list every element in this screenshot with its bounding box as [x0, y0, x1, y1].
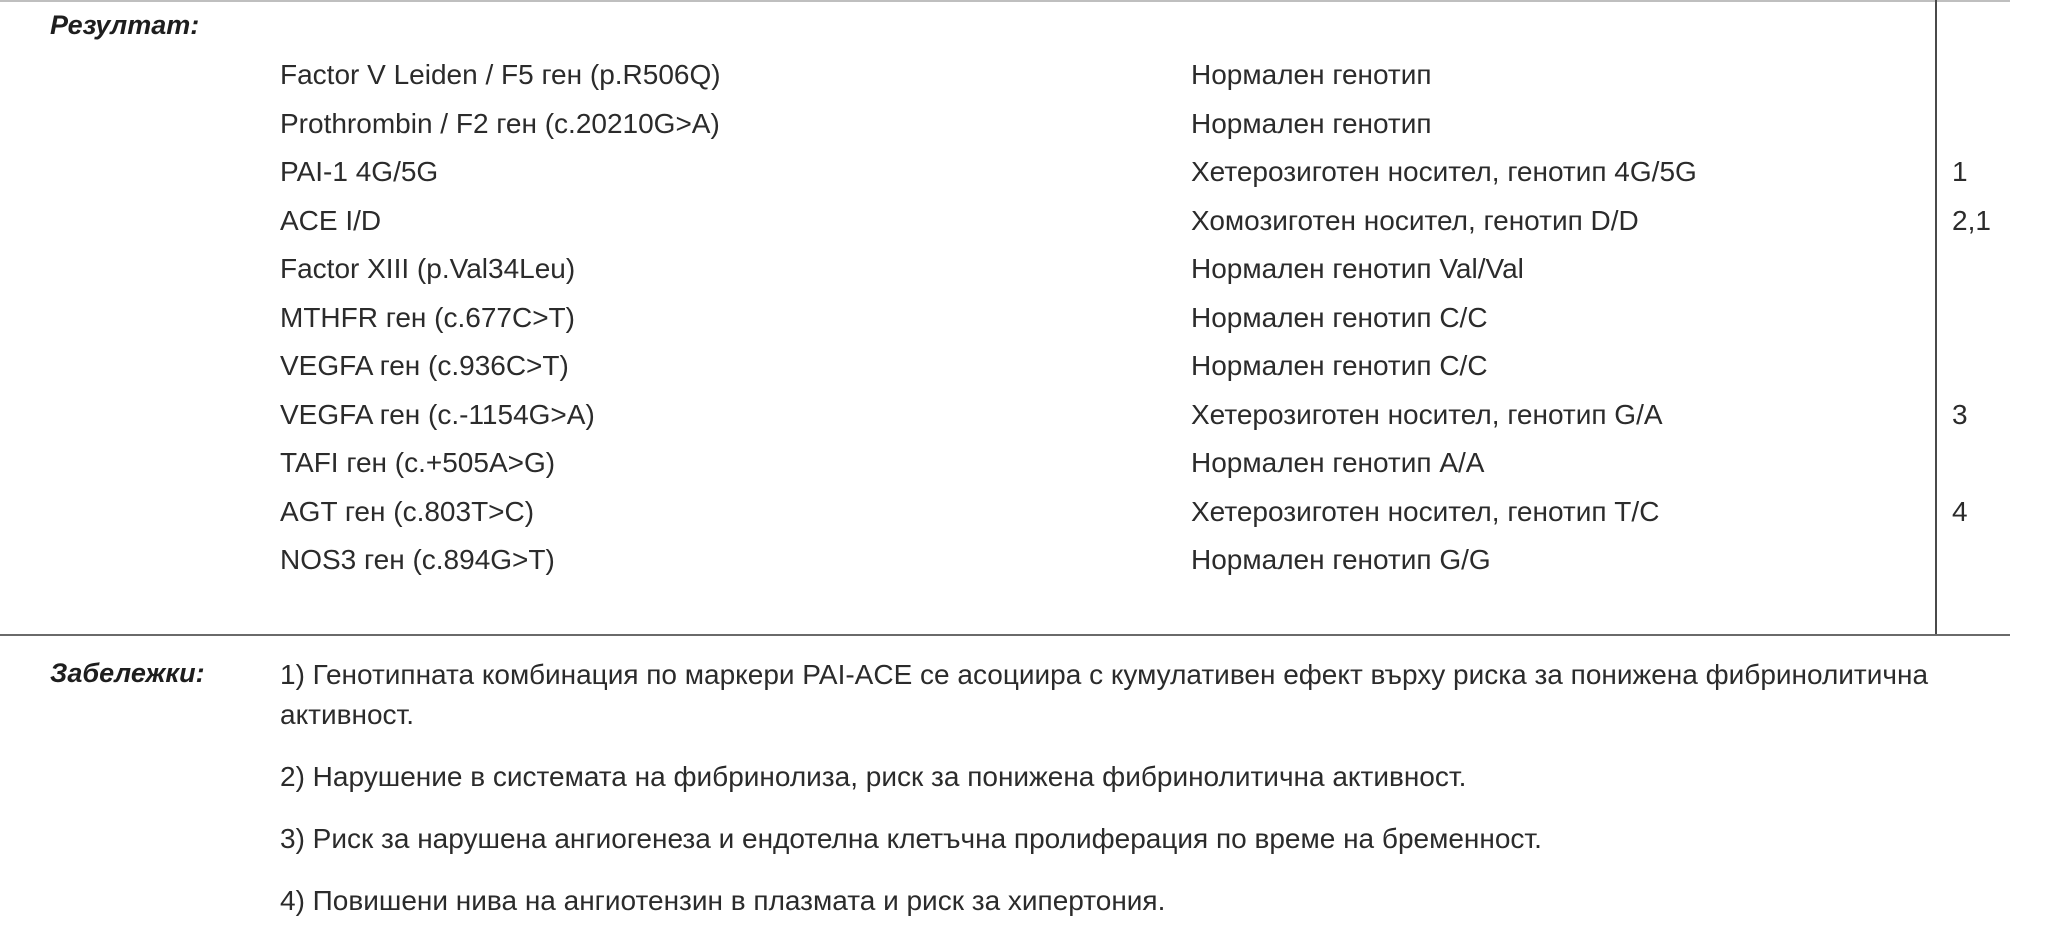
note-item: 2) Нарушение в системата на фибринолиза, риск за понижена фибринолитична активност.	[280, 761, 1467, 792]
result-row	[0, 53, 2048, 102]
results-heading: Резултат:	[50, 10, 200, 40]
result-genotype: Нормален генотип	[1191, 107, 1432, 139]
result-marker: VEGFA ген (c.936C>T)	[280, 350, 569, 381]
notes-heading: Забележки:	[50, 658, 205, 688]
result-marker: ACE I/D	[280, 204, 382, 236]
result-note-ref: 2,1	[1952, 204, 1991, 236]
result-genotype: Нормален генотип Val/Val	[1191, 253, 1524, 284]
result-genotype: Нормален генотип C/C	[1191, 350, 1488, 381]
result-row	[0, 538, 2048, 587]
result-genotype: Хетерозиготен носител, генотип G/A	[1191, 398, 1663, 430]
result-marker: TAFI ген (c.+505A>G)	[280, 447, 556, 478]
result-note-ref: 1	[1952, 156, 1968, 187]
result-genotype: Хетерозиготен носител, генотип T/C	[1191, 495, 1660, 527]
note-item: 3) Риск за нарушена ангиогенеза и ендотелна клетъчна пролиферация по време на бременност.	[280, 823, 1542, 854]
result-note-ref: 3	[1952, 398, 1968, 430]
result-row	[0, 150, 2048, 199]
result-genotype: Нормален генотип	[1191, 59, 1432, 90]
result-genotype: Нормален генотип A/A	[1191, 447, 1485, 478]
result-row	[0, 199, 2048, 248]
result-marker: NOS3 ген (c.894G>T)	[280, 544, 555, 575]
result-marker: AGT ген (c.803T>C)	[280, 495, 535, 527]
result-row	[0, 344, 2048, 393]
result-genotype: Хомозиготен носител, генотип D/D	[1191, 204, 1639, 236]
result-marker: Factor XIII (p.Val34Leu)	[280, 253, 576, 284]
note-item: 1) Генотипната комбинация по маркери PAI-ACE се асоциира с кумулативен ефект върху риска за понижена фибринолитична активност.	[280, 659, 1929, 730]
result-row	[0, 393, 2048, 442]
result-row	[0, 490, 2048, 539]
top-divider	[0, 0, 2010, 2]
result-genotype: Нормален генотип G/G	[1191, 544, 1491, 575]
result-marker: Prothrombin / F2 ген (c.20210G>A)	[280, 107, 720, 139]
result-marker: VEGFA ген (c.-1154G>A)	[280, 398, 595, 430]
result-row	[0, 102, 2048, 151]
result-genotype: Хетерозиготен носител, генотип 4G/5G	[1191, 156, 1697, 187]
section-divider	[0, 634, 2010, 636]
result-note-ref: 4	[1952, 495, 1968, 527]
note-item: 4) Повишени нива на ангиотензин в плазмата и риск за хипертония.	[280, 885, 1166, 916]
notes-list	[280, 655, 1960, 943]
result-row	[0, 247, 2048, 296]
result-marker: Factor V Leiden / F5 ген (p.R506Q)	[280, 59, 721, 90]
result-marker: MTHFR ген (c.677C>T)	[280, 301, 575, 333]
result-row	[0, 296, 2048, 345]
result-marker: PAI-1 4G/5G	[280, 156, 439, 187]
result-genotype: Нормален генотип C/C	[1191, 301, 1488, 333]
result-row	[0, 441, 2048, 490]
results-table	[0, 53, 2048, 587]
